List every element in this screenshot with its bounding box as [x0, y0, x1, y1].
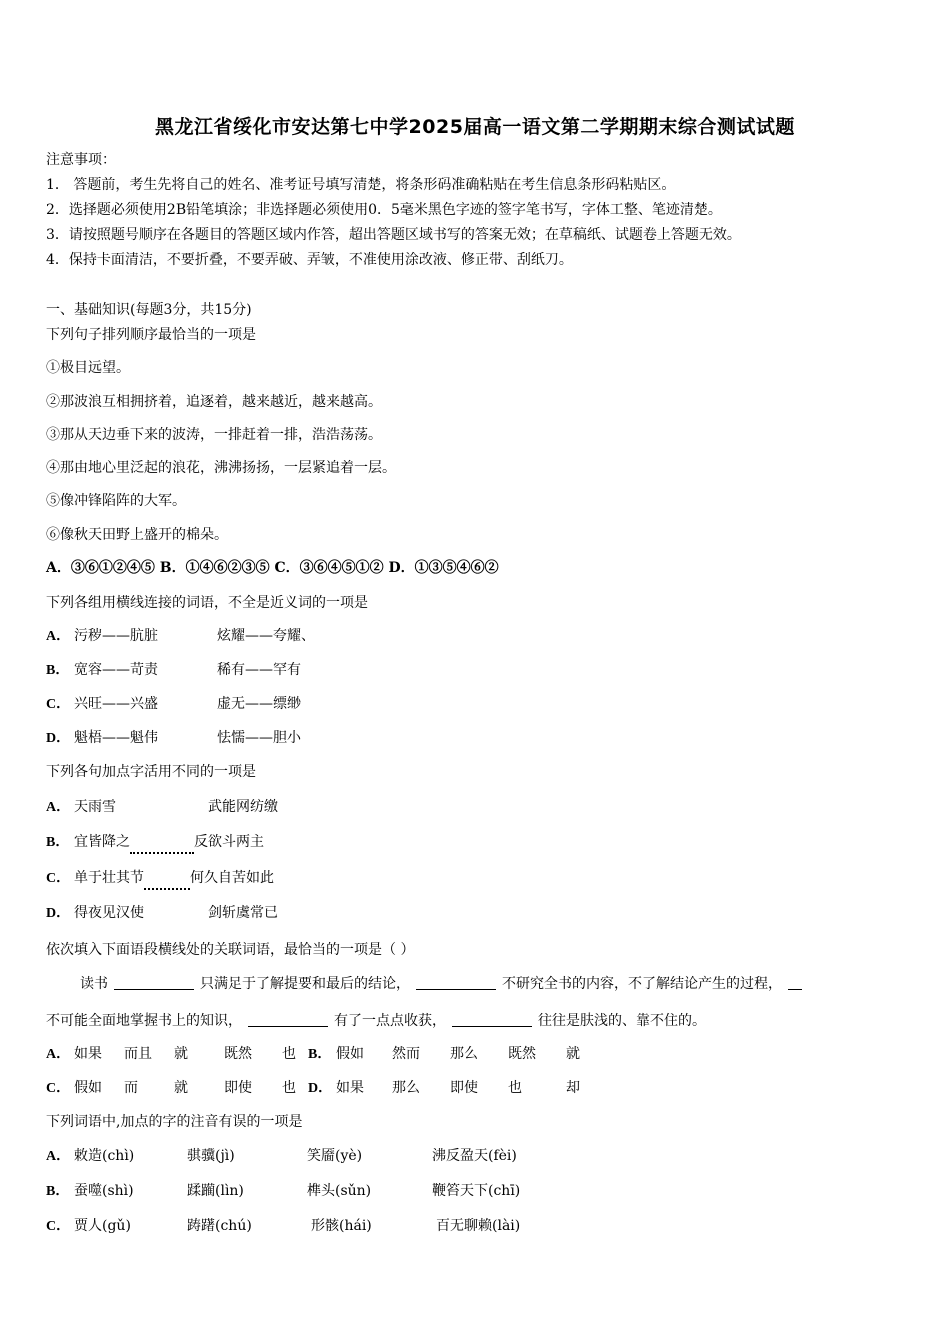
option-word: 就 [174, 1080, 188, 1096]
option-word: 也 [282, 1080, 296, 1096]
fill-blank[interactable] [452, 1012, 532, 1027]
section-heading: 一、基础知识(每题3分，共15分) [46, 302, 252, 318]
option-word: 形骸(hái) [311, 1218, 372, 1234]
option-sentence: 得夜见汉使 [74, 905, 144, 921]
fill-blank[interactable] [416, 975, 496, 990]
option-word: 贾人(gǔ) [74, 1218, 131, 1234]
q2-stem: 下列各组用横线连接的词语，不全是近义词的一项是 [46, 595, 368, 611]
option-sentence: 剑斩虞常已 [208, 905, 278, 921]
option-word-pair: 怯懦——胆小 [217, 730, 301, 746]
option-word-pair: 虚无——缥缈 [217, 696, 301, 712]
q4-passage-line-1 [80, 974, 802, 994]
q3-option-a [46, 797, 278, 818]
passage-text: 往往是肤浅的、靠不住的。 [538, 1013, 706, 1029]
option-word: 蹂躏(lìn) [187, 1183, 244, 1199]
option-word: 即使 [450, 1080, 478, 1096]
option-sentence: 宜皆降之 [74, 834, 130, 850]
option-word: 踌躇(chú) [187, 1218, 252, 1234]
option-label: B． [46, 1184, 70, 1199]
option-word: 也 [508, 1080, 522, 1096]
option-word: 然而 [392, 1046, 420, 1062]
notice-item-1: 1． 答题前，考生先将自己的姓名、准考证号填写清楚，将条形码准确粘贴在考生信息条形码粘贴区。 [46, 177, 676, 193]
option-label: A． [46, 629, 71, 644]
q3-stem: 下列各句加点字活用不同的一项是 [46, 764, 256, 780]
option-word: 百无聊赖(lài) [436, 1218, 521, 1234]
q1-sentence-4: ④那由地心里泛起的浪花，沸沸扬扬，一层紧追着一层。 [46, 460, 396, 476]
passage-text: 只满足于了解提要和最后的结论， [200, 976, 410, 992]
passage-text: 有了一点点收获， [334, 1013, 446, 1029]
q5-stem: 下列词语中,加点的字的注音有误的一项是 [46, 1114, 303, 1130]
option-sentence: 天雨雪 [74, 799, 116, 815]
option-word: 而 [124, 1080, 138, 1096]
option-word-pair: 宽容——苛责 [74, 662, 158, 678]
fill-blank[interactable] [248, 1012, 328, 1027]
option-word: 既然 [224, 1046, 252, 1062]
option-word: 笑靥(yè) [307, 1148, 363, 1164]
notice-item-2: 2．选择题必须使用2B铅笔填涂；非选择题必须使用0．5毫米黑色字迹的签字笔书写，字体工整、笔迹清楚。 [46, 202, 722, 218]
q4-passage-line-2 [46, 1011, 706, 1031]
option-label: A． [46, 1149, 71, 1164]
option-word: 而且 [124, 1046, 152, 1062]
option-word: 骐骥(jì) [187, 1148, 235, 1164]
option-word-pair: 兴旺——兴盛 [74, 696, 158, 712]
option-label: C． [46, 1081, 71, 1096]
option-label: B． [46, 663, 70, 678]
option-label: C． [46, 871, 71, 886]
option-label: D． [46, 731, 71, 746]
option-word: 就 [174, 1046, 188, 1062]
option-word-pair: 炫耀——夸耀、 [217, 628, 315, 644]
option-word: 敕造(chì) [74, 1148, 135, 1164]
q1-sentence-1: ①极目远望。 [46, 360, 130, 376]
option-word: 那么 [450, 1046, 478, 1062]
option-word: 鞭笞天下(chī) [432, 1183, 521, 1199]
q1-sentence-5: ⑤像冲锋陷阵的大军。 [46, 493, 186, 509]
option-word: 沸反盈天(fèi) [432, 1148, 517, 1164]
q4-stem: 依次填入下面语段横线处的关联词语，最恰当的一项是（ ） [46, 942, 415, 958]
option-label: A． [46, 800, 71, 815]
q5-option-c [46, 1216, 520, 1237]
option-sentence: 单于壮其节 [74, 870, 144, 886]
option-word: 蚕噬(shì) [74, 1183, 134, 1199]
option-label: B． [46, 835, 70, 850]
page-title: 黑龙江省绥化市安达第七中学2025届高一语文第二学期期末综合测试试题 [155, 116, 795, 138]
q2-option-c [46, 694, 301, 715]
option-word: 假如 [74, 1080, 102, 1096]
option-word: 既然 [508, 1046, 536, 1062]
option-word-pair: 稀有——罕有 [217, 662, 301, 678]
q3-option-d [46, 903, 278, 924]
option-word: 如果 [336, 1080, 364, 1096]
q5-option-b [46, 1181, 520, 1202]
fill-blank[interactable] [114, 975, 194, 990]
option-word: 即使 [224, 1080, 252, 1096]
option-label: D． [308, 1081, 333, 1096]
q3-option-b [46, 832, 264, 854]
emphasis-dots [130, 838, 194, 854]
option-word: 也 [282, 1046, 296, 1062]
option-word: 那么 [392, 1080, 420, 1096]
option-word: 就 [566, 1046, 580, 1062]
option-sentence: 何久自苦如此 [190, 870, 274, 886]
option-word: 榫头(sǔn) [307, 1183, 372, 1199]
option-label: A． [46, 1047, 71, 1062]
option-label: C． [46, 1219, 71, 1234]
q1-sentence-2: ②那波浪互相拥挤着，追逐着，越来越近，越来越高。 [46, 394, 382, 410]
option-label: B． [308, 1047, 332, 1062]
notice-item-3: 3．请按照题号顺序在各题目的答题区域内作答，超出答题区域书写的答案无效；在草稿纸、试题卷上答题无效。 [46, 227, 741, 243]
fill-blank[interactable] [788, 975, 802, 990]
option-word: 如果 [74, 1046, 102, 1062]
q2-option-d [46, 728, 301, 749]
passage-text: 不研究全书的内容，不了解结论产生的过程， [502, 976, 782, 992]
passage-text: 不可能全面地掌握书上的知识， [46, 1013, 242, 1029]
option-label: C． [46, 697, 71, 712]
q5-option-a [46, 1146, 517, 1167]
q2-option-b [46, 660, 301, 681]
emphasis-dots [144, 874, 190, 890]
q1-options: A．③⑥①②④⑤ B．①④⑥②③⑤ C．③⑥④⑤①② D．①③⑤④⑥② [46, 560, 499, 576]
q2-option-a [46, 626, 315, 647]
passage-text: 读书 [80, 976, 108, 992]
q1-sentence-3: ③那从天边垂下来的波涛，一排赶着一排，浩浩荡荡。 [46, 427, 382, 443]
option-sentence: 反欲斗两主 [194, 834, 264, 850]
option-sentence: 武能网纺缴 [208, 799, 278, 815]
option-word: 假如 [336, 1046, 364, 1062]
option-word-pair: 魁梧——魁伟 [74, 730, 158, 746]
option-word-pair: 污秽——肮脏 [74, 628, 158, 644]
notice-heading: 注意事项： [46, 152, 116, 168]
q4-options-cd [46, 1078, 580, 1099]
q3-option-c [46, 868, 274, 890]
notice-item-4: 4．保持卡面清洁，不要折叠，不要弄破、弄皱，不准使用涂改液、修正带、刮纸刀。 [46, 252, 573, 268]
option-word: 却 [566, 1080, 580, 1096]
q4-options-ab [46, 1044, 580, 1065]
q1-sentence-6: ⑥像秋天田野上盛开的棉朵。 [46, 527, 228, 543]
option-label: D． [46, 906, 71, 921]
q1-stem: 下列句子排列顺序最恰当的一项是 [46, 327, 256, 343]
